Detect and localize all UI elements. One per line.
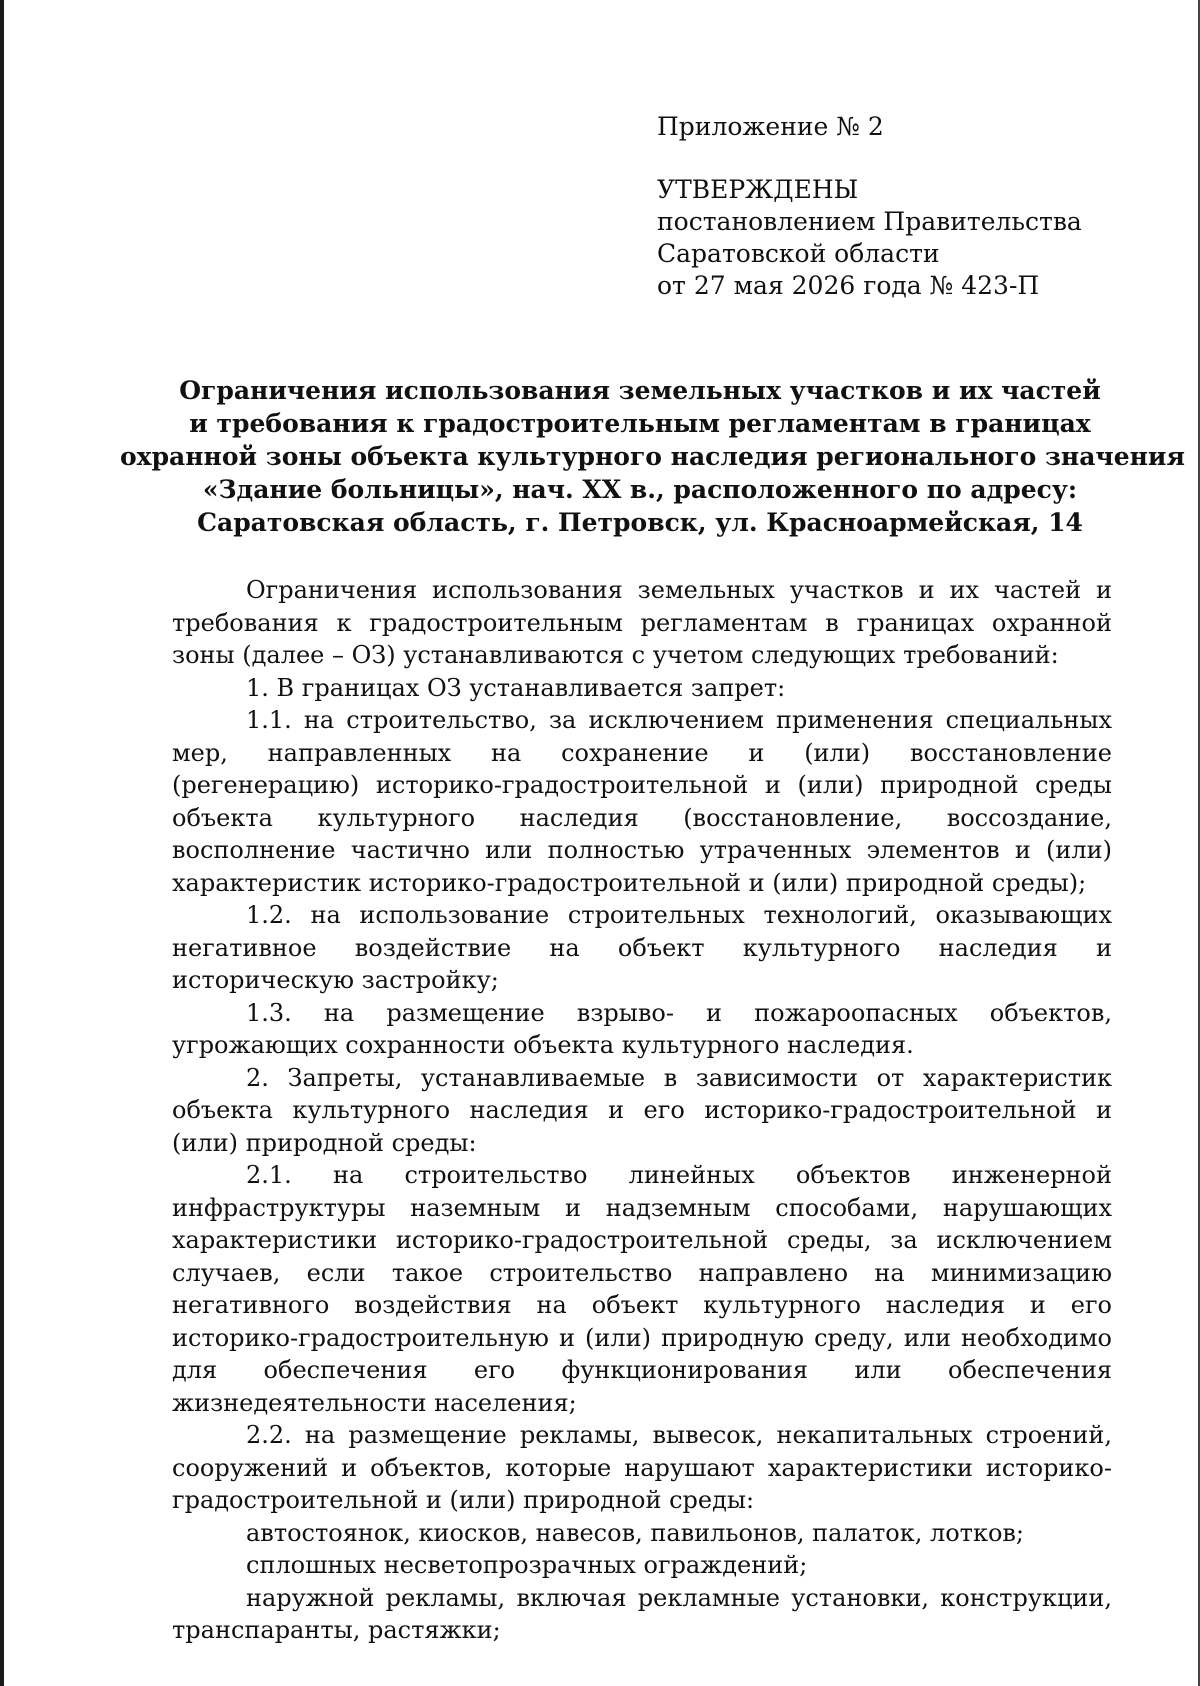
- document-title: [120, 374, 1185, 539]
- clause-1: 1. В границах ОЗ устанавливается запрет:: [246, 673, 786, 702]
- scan-left-edge: [0, 0, 4, 1686]
- clause-2-1: 2.1. на строительство линейных объектов инженерной инфраструктуры наземным и надземным способами, нарушающих характеристики историко-градостроительной среды, за исключением случаев, если такое строительство направлено на минимизацию негативного воздействия на объект культурного наследия и его историко-градостроительную и (или) природную среду, или необходимо для обеспечения его функционирования или обеспечения жизнедеятельности населения;: [172, 1161, 1112, 1417]
- clause-2-2: 2.2. на размещение рекламы, вывесок, некапитальных строений, сооружений и объектов, которые нарушают характеристики историко-градостроительной и (или) природной среды:: [172, 1421, 1112, 1514]
- clause-1-2: 1.2. на использование строительных технологий, оказывающих негативное воздействие на объект культурного наследия и историческую застройку;: [172, 901, 1112, 994]
- title-line: Саратовская область, г. Петровск, ул. Красноармейская, 14: [197, 508, 1083, 537]
- list-item: наружной рекламы, включая рекламные установки, конструкции, транспаранты, растяжки;: [172, 1583, 1112, 1644]
- appendix-number: Приложение № 2: [657, 112, 884, 141]
- approval-line: Саратовской области: [657, 239, 940, 268]
- list-item: сплошных несветопрозрачных ограждений;: [246, 1551, 808, 1579]
- title-line: и требования к градостроительным регламентам в границах: [189, 409, 1091, 438]
- title-line: «Здание больницы», нач. XX в., расположенного по адресу:: [202, 475, 1078, 504]
- approval-line: постановлением Правительства: [657, 207, 1082, 236]
- clause-1-3: 1.3. на размещение взрыво- и пожароопасных объектов, угрожающих сохранности объекта культурного наследия.: [172, 998, 1112, 1059]
- document-body: [172, 574, 1112, 1647]
- approval-block: [657, 111, 1157, 302]
- approval-date-line: от 27 мая 2026 года № 423-П: [657, 271, 1040, 300]
- title-line: Ограничения использования земельных участков и их частей: [179, 376, 1101, 405]
- intro-paragraph: Ограничения использования земельных участков и их частей и требования к градостроительным регламентам в границах охранной зоны (далее – ОЗ) устанавливаются с учетом следующих требований:: [172, 576, 1112, 669]
- clause-1-1: 1.1. на строительство, за исключением применения специальных мер, направленных на сохранение и (или) восстановление (регенерацию) историко-градостроительной и (или) природной среды объекта культурного наследия (восстановление, воссоздание, восполнение частично или полностью утраченных элементов и (или) характеристик историко-градостроительной и (или) природной среды);: [172, 706, 1112, 897]
- title-line: охранной зоны объекта культурного наследия регионального значения: [120, 442, 1185, 471]
- approved-heading: УТВЕРЖДЕНЫ: [657, 175, 859, 204]
- clause-2: 2. Запреты, устанавливаемые в зависимости от характеристик объекта культурного наследия и его историко-градостроительной и (или) природной среды:: [172, 1063, 1112, 1157]
- list-item: автостоянок, киосков, навесов, павильонов, палаток, лотков;: [246, 1518, 1024, 1547]
